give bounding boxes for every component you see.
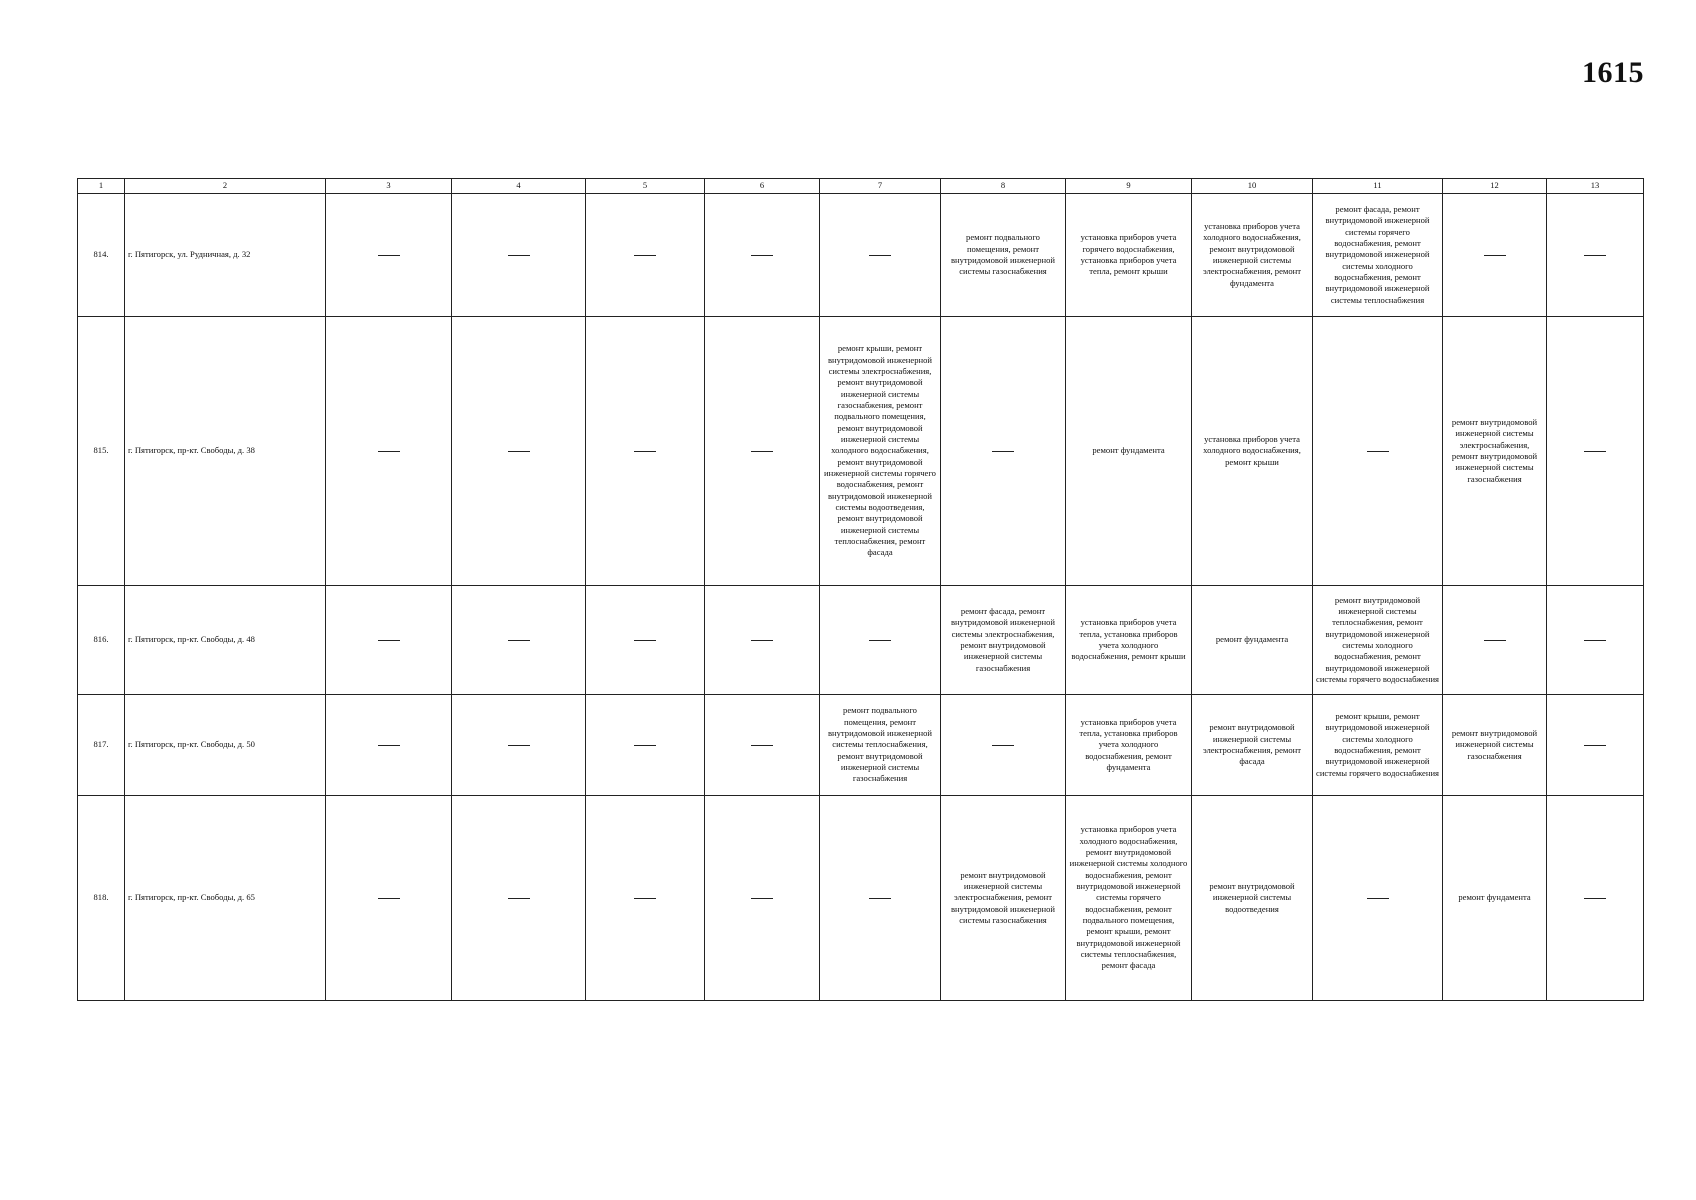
dash-mark <box>634 451 656 452</box>
empty-cell <box>586 586 705 695</box>
work-cell <box>1192 695 1313 796</box>
work-cell <box>1192 796 1313 1001</box>
column-header: 4 <box>452 179 586 194</box>
empty-cell <box>1313 317 1443 586</box>
work-description: установка приборов учета холодного водоснабжения, ремонт внутридомовой инженерной системы электроснабжения, ремонт фундамента <box>1202 220 1302 288</box>
address-cell: г. Пятигорск, ул. Рудничная, д. 32 <box>125 194 326 317</box>
empty-cell <box>705 796 820 1001</box>
column-header: 7 <box>820 179 941 194</box>
column-header: 12 <box>1443 179 1547 194</box>
dash-mark <box>751 451 773 452</box>
dash-mark <box>378 898 400 899</box>
empty-cell <box>1443 586 1547 695</box>
work-description: ремонт фасада, ремонт внутридомовой инженерной системы горячего водоснабжения, ремонт внутридомовой инженерной системы холодного водоснабжения, ремонт внутридомовой инженерной системы теплоснабжения <box>1325 203 1430 305</box>
work-description: ремонт внутридомовой инженерной системы электроснабжения, ремонт внутридомовой инженерной системы газоснабжения <box>1451 416 1538 484</box>
table-row <box>78 695 1644 796</box>
empty-cell <box>326 586 452 695</box>
work-description: ремонт фасада, ремонт внутридомовой инженерной системы электроснабжения, ремонт внутридомовой инженерной системы газоснабжения <box>950 605 1056 673</box>
empty-cell <box>820 586 941 695</box>
work-description: ремонт внутридомовой инженерной системы электроснабжения, ремонт фасада <box>1202 722 1302 767</box>
empty-cell <box>1443 194 1547 317</box>
work-cell <box>1313 695 1443 796</box>
empty-cell <box>705 695 820 796</box>
work-cell <box>1313 586 1443 695</box>
dash-mark <box>1584 640 1606 641</box>
empty-cell <box>586 796 705 1001</box>
dash-mark <box>1484 640 1506 641</box>
work-description: установка приборов учета тепла, установка приборов учета холодного водоснабжения, ремонт крыши <box>1071 617 1186 662</box>
work-cell <box>1066 586 1192 695</box>
dash-mark <box>1367 451 1389 452</box>
dash-mark <box>378 255 400 256</box>
table-row <box>78 194 1644 317</box>
work-description: ремонт фундамента <box>1215 634 1289 645</box>
dash-mark <box>992 451 1014 452</box>
dash-mark <box>1584 745 1606 746</box>
empty-cell <box>705 586 820 695</box>
empty-cell <box>452 695 586 796</box>
dash-mark <box>1584 898 1606 899</box>
empty-cell <box>820 796 941 1001</box>
column-header: 8 <box>941 179 1066 194</box>
dash-mark <box>508 255 530 256</box>
empty-cell <box>586 194 705 317</box>
dash-mark <box>634 745 656 746</box>
table-row <box>78 317 1644 586</box>
work-cell <box>1443 695 1547 796</box>
work-description: установка приборов учета холодного водоснабжения, ремонт крыши <box>1203 433 1301 467</box>
dash-mark <box>869 898 891 899</box>
work-cell <box>1066 796 1192 1001</box>
dash-mark <box>751 255 773 256</box>
work-description: установка приборов учета горячего водоснабжения, установка приборов учета тепла, ремонт крыши <box>1080 232 1177 277</box>
work-description: ремонт подвального помещения, ремонт внутридомовой инженерной системы газоснабжения <box>950 232 1056 277</box>
column-header: 3 <box>326 179 452 194</box>
dash-mark <box>992 745 1014 746</box>
empty-cell <box>941 317 1066 586</box>
work-cell <box>1066 695 1192 796</box>
dash-mark <box>508 898 530 899</box>
row-number: 817. <box>78 695 125 796</box>
dash-mark <box>751 898 773 899</box>
work-cell <box>1443 796 1547 1001</box>
column-header: 2 <box>125 179 326 194</box>
work-description: ремонт крыши, ремонт внутридомовой инженерной системы электроснабжения, ремонт внутридомовой инженерной системы газоснабжения, ремонт подвального помещения, ремонт внутридомовой инженерной системы холодного водоснабжения, ремонт внутридомовой инженерной системы горячего водоснабжения, ремонт внутридомовой инженерной системы водоотведения, ремонт внутридомовой инженерной системы теплоснабжения, ремонт фасада <box>824 343 936 558</box>
header-row <box>78 179 1644 194</box>
dash-mark <box>634 255 656 256</box>
empty-cell <box>452 586 586 695</box>
row-number: 815. <box>78 317 125 586</box>
empty-cell <box>820 194 941 317</box>
empty-cell <box>326 796 452 1001</box>
empty-cell <box>1547 317 1644 586</box>
work-cell <box>1192 586 1313 695</box>
work-cell <box>1192 317 1313 586</box>
dash-mark <box>869 640 891 641</box>
work-description: ремонт фундамента <box>1458 892 1531 903</box>
work-description: ремонт внутридомовой инженерной системы газоснабжения <box>1451 727 1538 761</box>
work-cell <box>1066 194 1192 317</box>
repair-schedule-table <box>77 178 1644 1001</box>
work-description: ремонт подвального помещения, ремонт внутридомовой инженерной системы теплоснабжения, ремонт внутридомовой инженерной системы газоснабжения <box>827 705 933 784</box>
work-description: ремонт внутридомовой инженерной системы теплоснабжения, ремонт внутридомовой инженерной системы холодного водоснабжения, ремонт внутридомовой инженерной системы горячего водоснабжения <box>1316 594 1440 685</box>
empty-cell <box>1547 796 1644 1001</box>
address-cell: г. Пятигорск, пр-кт. Свободы, д. 48 <box>125 586 326 695</box>
dash-mark <box>508 640 530 641</box>
address-cell: г. Пятигорск, пр-кт. Свободы, д. 38 <box>125 317 326 586</box>
work-cell <box>941 586 1066 695</box>
dash-mark <box>378 451 400 452</box>
dash-mark <box>378 745 400 746</box>
work-description: ремонт внутридомовой инженерной системы электроснабжения, ремонт внутридомовой инженерной системы газоснабжения <box>950 869 1056 926</box>
column-header: 10 <box>1192 179 1313 194</box>
empty-cell <box>326 317 452 586</box>
work-cell <box>1313 194 1443 317</box>
work-cell <box>941 796 1066 1001</box>
column-header: 11 <box>1313 179 1443 194</box>
row-number: 816. <box>78 586 125 695</box>
work-description: установка приборов учета холодного водоснабжения, ремонт внутридомовой инженерной системы холодного водоснабжения, ремонт внутридомовой инженерной системы горячего водоснабжения, ремонт подвального помещения, ремонт крыши, ремонт внутридомовой инженерной системы теплоснабжения, ремонт фасада <box>1069 824 1188 971</box>
column-header: 9 <box>1066 179 1192 194</box>
empty-cell <box>1313 796 1443 1001</box>
address-cell: г. Пятигорск, пр-кт. Свободы, д. 50 <box>125 695 326 796</box>
row-number: 814. <box>78 194 125 317</box>
dash-mark <box>1584 451 1606 452</box>
work-cell <box>1192 194 1313 317</box>
column-header: 6 <box>705 179 820 194</box>
empty-cell <box>941 695 1066 796</box>
column-header: 13 <box>1547 179 1644 194</box>
dash-mark <box>1367 898 1389 899</box>
work-description: установка приборов учета тепла, установка приборов учета холодного водоснабжения, ремонт фундамента <box>1079 716 1178 773</box>
dash-mark <box>508 451 530 452</box>
dash-mark <box>751 640 773 641</box>
dash-mark <box>869 255 891 256</box>
dash-mark <box>1584 255 1606 256</box>
empty-cell <box>586 317 705 586</box>
empty-cell <box>326 194 452 317</box>
work-cell <box>820 695 941 796</box>
empty-cell <box>452 194 586 317</box>
dash-mark <box>634 640 656 641</box>
empty-cell <box>586 695 705 796</box>
dash-mark <box>508 745 530 746</box>
work-cell <box>1443 317 1547 586</box>
work-cell <box>1066 317 1192 586</box>
table-row <box>78 586 1644 695</box>
work-description: ремонт крыши, ремонт внутридомовой инженерной системы холодного водоснабжения, ремонт внутридомовой инженерной системы горячего водоснабжения <box>1316 710 1440 778</box>
work-description: ремонт фундамента <box>1092 445 1165 456</box>
empty-cell <box>452 796 586 1001</box>
row-number: 818. <box>78 796 125 1001</box>
dash-mark <box>378 640 400 641</box>
work-cell <box>941 194 1066 317</box>
empty-cell <box>452 317 586 586</box>
column-header: 1 <box>78 179 125 194</box>
dash-mark <box>1484 255 1506 256</box>
address-cell: г. Пятигорск, пр-кт. Свободы, д. 65 <box>125 796 326 1001</box>
table-row <box>78 796 1644 1001</box>
table-body <box>78 194 1644 1001</box>
empty-cell <box>1547 695 1644 796</box>
work-description: ремонт внутридомовой инженерной системы водоотведения <box>1209 880 1295 914</box>
dash-mark <box>634 898 656 899</box>
dash-mark <box>751 745 773 746</box>
empty-cell <box>705 194 820 317</box>
empty-cell <box>705 317 820 586</box>
empty-cell <box>326 695 452 796</box>
work-cell <box>820 317 941 586</box>
page-number: 1615 <box>1582 56 1644 89</box>
column-header: 5 <box>586 179 705 194</box>
empty-cell <box>1547 194 1644 317</box>
empty-cell <box>1547 586 1644 695</box>
